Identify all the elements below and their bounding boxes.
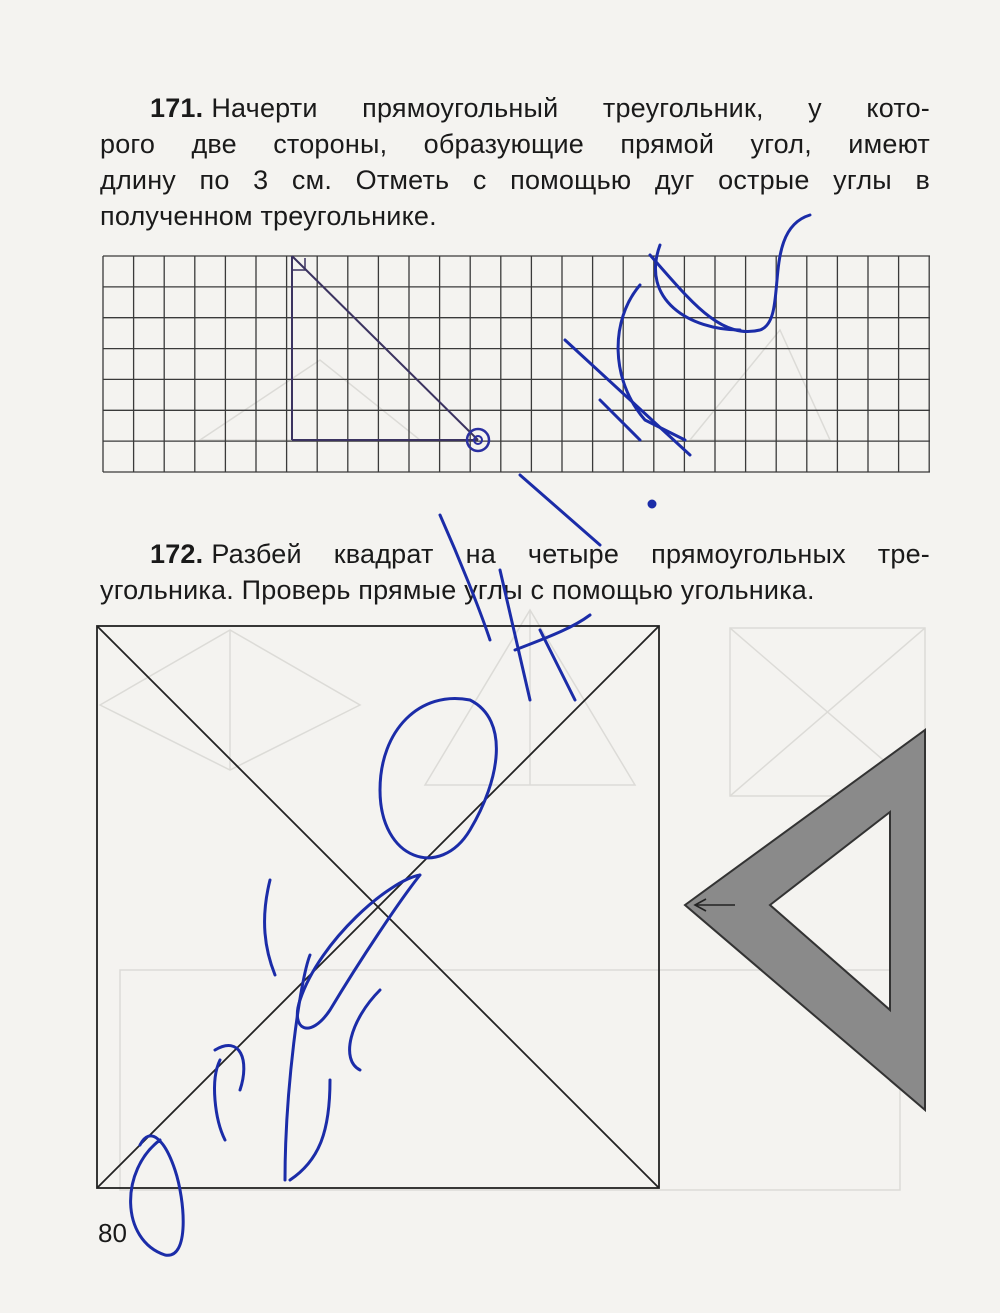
- scribble-stroke: [440, 515, 490, 640]
- scribble-loop: [131, 1136, 184, 1255]
- task-172-text-1: Разбей квадрат на четыре прямоугольных тре-: [211, 539, 930, 569]
- scribble-stroke: [297, 875, 420, 1028]
- task-171-line-4: полученном треугольнике.: [100, 201, 437, 231]
- scribble-stroke: [265, 880, 275, 975]
- task-171-line-2: рого две стороны, образующие прямой угол, имеют: [100, 129, 930, 159]
- scribble-stroke: [540, 630, 575, 700]
- task-171-line-3: длину по 3 см. Отметь с помощью дуг острые углы в: [100, 165, 930, 195]
- task-172-line-2: угольника. Проверь прямые углы с помощью угольника.: [100, 575, 815, 605]
- task-171-text-1: Начерти прямоугольный треугольник, у кото-: [211, 93, 930, 123]
- task-171-number: 171.: [150, 93, 204, 123]
- scribble-stroke: [350, 990, 380, 1070]
- task-172-number: 172.: [150, 539, 204, 569]
- scribble-stroke: [215, 1060, 225, 1140]
- ink-dot: [649, 501, 655, 507]
- scribble-stroke: [285, 955, 310, 1180]
- scribble-loop: [380, 698, 496, 857]
- scribble-stroke: [515, 615, 590, 650]
- scribble-stroke: [290, 1080, 330, 1180]
- page-number: 80: [98, 1218, 127, 1248]
- scribble-stroke: [500, 570, 530, 700]
- scribble-stroke: [650, 215, 810, 332]
- scribble-stroke: [655, 245, 740, 330]
- scribble-stroke: [520, 475, 600, 545]
- scribble-stroke: [215, 1046, 244, 1090]
- scribble-stroke: [565, 340, 690, 455]
